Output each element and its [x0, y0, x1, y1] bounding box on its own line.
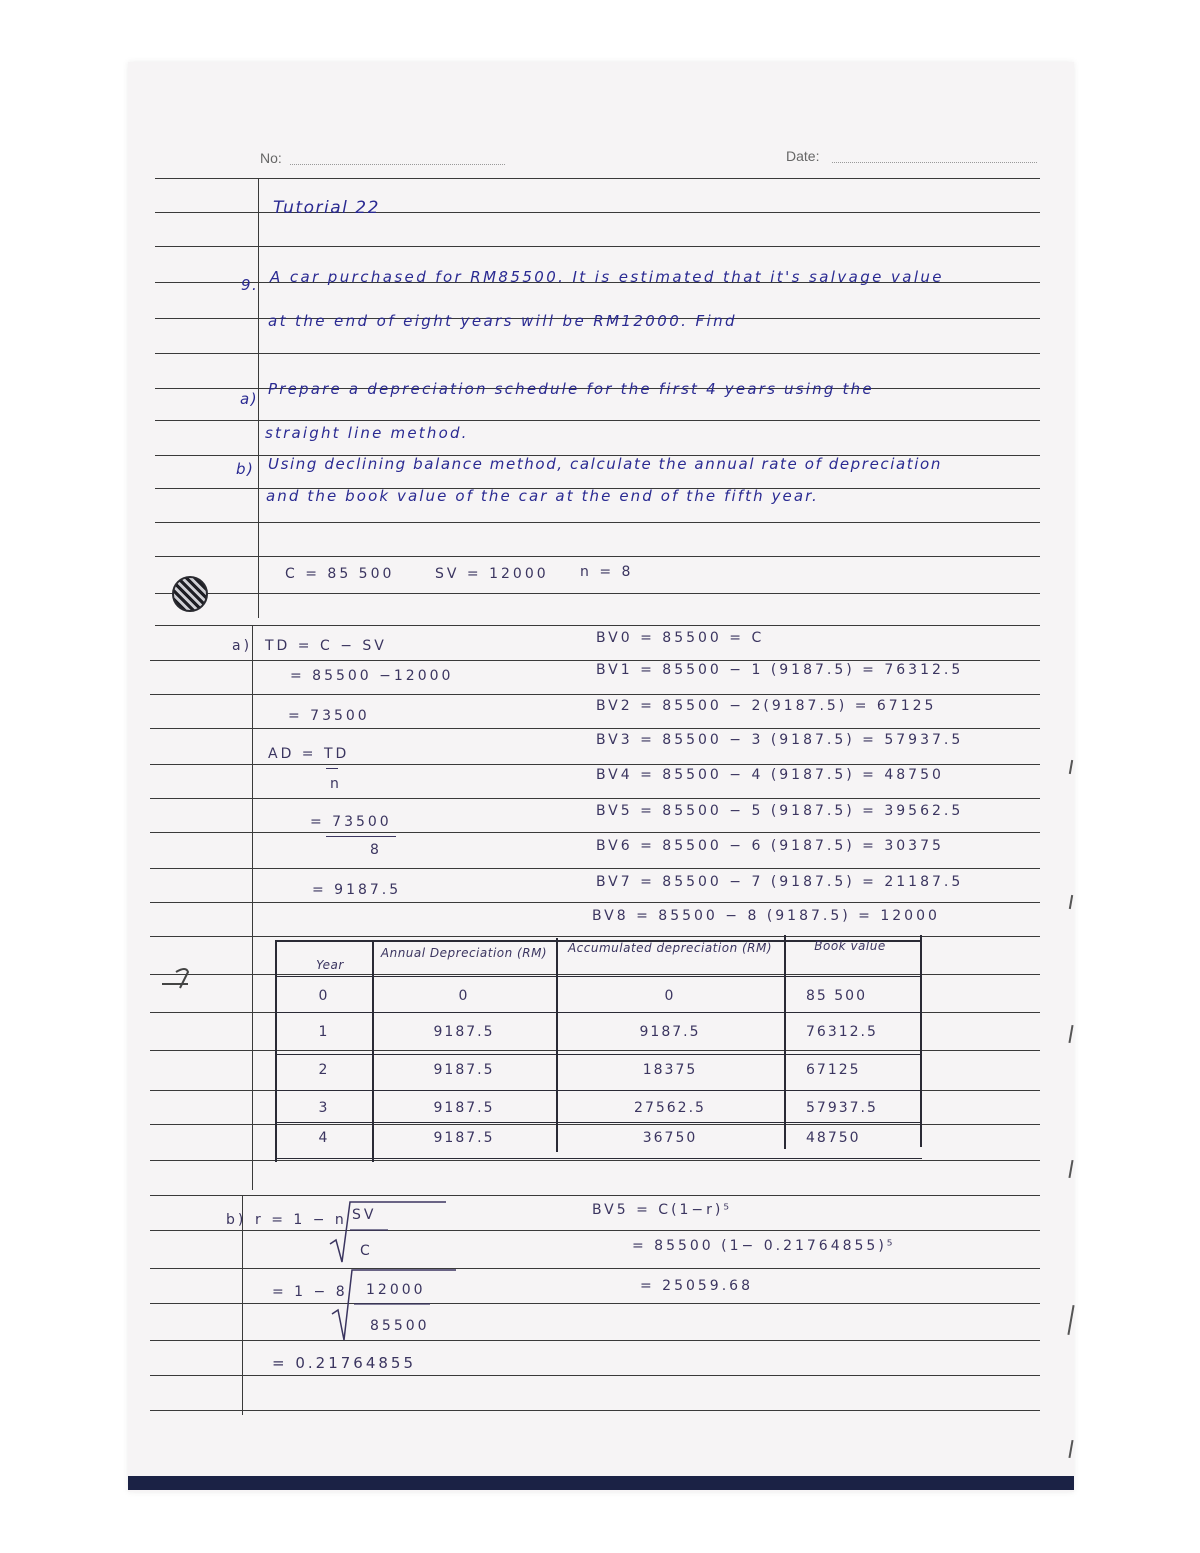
- ad-fraction-bar: [326, 768, 338, 769]
- rate-substitution: = 1 − 8: [272, 1284, 348, 1300]
- bv-2: BV2 = 85500 − 2(9187.5) = 67125: [596, 698, 937, 714]
- table-cell: 18375: [642, 1062, 698, 1078]
- table-cell: 36750: [642, 1130, 698, 1146]
- margin-line-upper: [258, 178, 259, 618]
- ad-result: = 9187.5: [312, 882, 402, 898]
- bv-6: BV6 = 85500 − 6 (9187.5) = 30375: [596, 838, 944, 854]
- bv-5: BV5 = 85500 − 5 (9187.5) = 39562.5: [596, 803, 964, 819]
- given-cost: C = 85 500: [285, 566, 395, 582]
- table-header-year: Year: [316, 958, 344, 972]
- part-b-label: b): [236, 460, 255, 478]
- bv-8: BV8 = 85500 − 8 (9187.5) = 12000: [592, 908, 940, 924]
- table-cell: 9187.5: [639, 1024, 701, 1040]
- rate-sv: SV: [352, 1207, 377, 1223]
- table-cell: 57937.5: [806, 1100, 878, 1116]
- table-cell: 9187.5: [433, 1130, 495, 1146]
- ruled-line: [155, 625, 1040, 626]
- question-line-2: at the end of eight years will be RM12000. Find: [268, 312, 737, 330]
- bv5-substitution: = 85500 (1− 0.21764855)⁵: [632, 1238, 896, 1254]
- ruled-line: [150, 1230, 1040, 1231]
- bv-1: BV1 = 85500 − 1 (9187.5) = 76312.5: [596, 662, 964, 678]
- table-cell: 85 500: [806, 988, 867, 1004]
- date-field: [832, 161, 1037, 163]
- question-number: 9.: [241, 276, 259, 294]
- ruled-line: [150, 694, 1040, 695]
- ruled-line: [155, 556, 1040, 557]
- rate-denominator: 85500: [370, 1318, 430, 1334]
- ruled-line: [155, 522, 1040, 523]
- table-cell: 1: [318, 1024, 330, 1040]
- table-cell: 27562.5: [634, 1100, 706, 1116]
- given-years: n = 8: [580, 564, 634, 580]
- table-cell: 76312.5: [806, 1024, 878, 1040]
- ruled-line: [155, 178, 1040, 179]
- table-cell: 9187.5: [433, 1062, 495, 1078]
- margin-line-lower: [242, 1195, 243, 1415]
- ruled-line: [150, 1124, 1040, 1125]
- table-cell: 67125: [806, 1062, 861, 1078]
- ruled-line: [150, 1340, 1040, 1341]
- rate-numerator: 12000: [366, 1282, 426, 1298]
- table-cell: 0: [458, 988, 470, 1004]
- ad-denominator: n: [330, 776, 342, 792]
- ruled-line: [150, 1195, 1040, 1196]
- bv-0: BV0 = 85500 = C: [596, 630, 765, 646]
- table-header-annual-depreciation: Annual Depreciation (RM): [380, 946, 548, 960]
- ruled-line: [155, 246, 1040, 247]
- part-a-label: a): [240, 390, 259, 408]
- solution-a-label: a): [232, 638, 253, 654]
- ruled-line: [150, 1050, 1040, 1051]
- ruled-line: [150, 902, 1040, 903]
- ruled-line: [150, 798, 1040, 799]
- ad-years: 8: [370, 842, 382, 858]
- page-title: Tutorial 22: [273, 198, 380, 218]
- bv-7: BV7 = 85500 − 7 (9187.5) = 21187.5: [596, 874, 964, 890]
- ruled-line: [150, 974, 1040, 975]
- td-result: = 73500: [288, 708, 370, 724]
- date-label: Date:: [786, 148, 820, 164]
- part-a-line-2: straight line method.: [265, 424, 469, 442]
- table-cell: 48750: [806, 1130, 861, 1146]
- table-cell: 3: [318, 1100, 330, 1116]
- page-bottom-edge: [128, 1476, 1074, 1490]
- ruled-line: [155, 593, 1040, 594]
- ruled-line: [150, 936, 1040, 937]
- root-sign-1: [328, 1200, 448, 1264]
- table-cell: 0: [318, 988, 330, 1004]
- ruled-line: [150, 764, 1040, 765]
- ruled-line: [155, 420, 1040, 421]
- bv-3: BV3 = 85500 − 3 (9187.5) = 57937.5: [596, 732, 964, 748]
- part-b-line-1: Using declining balance method, calculate the annual rate of depreciation: [268, 455, 942, 473]
- scribble-mark: [158, 962, 198, 992]
- table-header-book-value: Book value: [814, 939, 886, 953]
- table-cell: 4: [318, 1130, 330, 1146]
- no-label: No:: [260, 150, 282, 166]
- table-cell: 2: [318, 1062, 330, 1078]
- question-line-1: A car purchased for RM85500. It is estimated that it's salvage value: [270, 268, 944, 286]
- margin-line-middle: [252, 625, 253, 1190]
- ruled-line: [150, 832, 1040, 833]
- ruled-line: [150, 660, 1040, 661]
- rate-result: = 0.21764855: [272, 1354, 416, 1372]
- table-cell: 9187.5: [433, 1024, 495, 1040]
- ruled-line: [150, 1375, 1040, 1376]
- ad-numerator: = 73500: [310, 814, 392, 830]
- rate-c: C: [360, 1243, 373, 1259]
- ad-fraction-bar-2: [326, 836, 396, 837]
- no-field: [290, 163, 505, 165]
- ruled-line: [150, 1303, 1040, 1304]
- td-formula: TD = C − SV: [265, 638, 387, 654]
- ruled-line: [150, 1268, 1040, 1269]
- bv5-result: = 25059.68: [640, 1278, 753, 1294]
- table-cell: 0: [664, 988, 676, 1004]
- part-b-line-2: and the book value of the car at the end of the fifth year.: [266, 487, 819, 505]
- rate-formula: r = 1 − n: [255, 1212, 347, 1228]
- ad-formula: AD = TD: [268, 746, 350, 762]
- bv5-formula: BV5 = C(1−r)⁵: [592, 1202, 732, 1218]
- ruled-line: [150, 868, 1040, 869]
- solution-b-label: b): [226, 1212, 247, 1228]
- bv-4: BV4 = 85500 − 4 (9187.5) = 48750: [596, 767, 944, 783]
- punch-hole: [172, 576, 208, 612]
- table-cell: 9187.5: [433, 1100, 495, 1116]
- ruled-line: [150, 1410, 1040, 1411]
- table-header-accumulated-depreciation: Accumulated depreciation (RM): [567, 941, 773, 955]
- td-substitution: = 85500 −12000: [290, 668, 454, 684]
- ruled-line: [150, 728, 1040, 729]
- given-salvage: SV = 12000: [435, 566, 549, 582]
- part-a-line-1: Prepare a depreciation schedule for the first 4 years using the: [268, 380, 874, 398]
- ruled-line: [155, 353, 1040, 354]
- ruled-line: [150, 1160, 1040, 1161]
